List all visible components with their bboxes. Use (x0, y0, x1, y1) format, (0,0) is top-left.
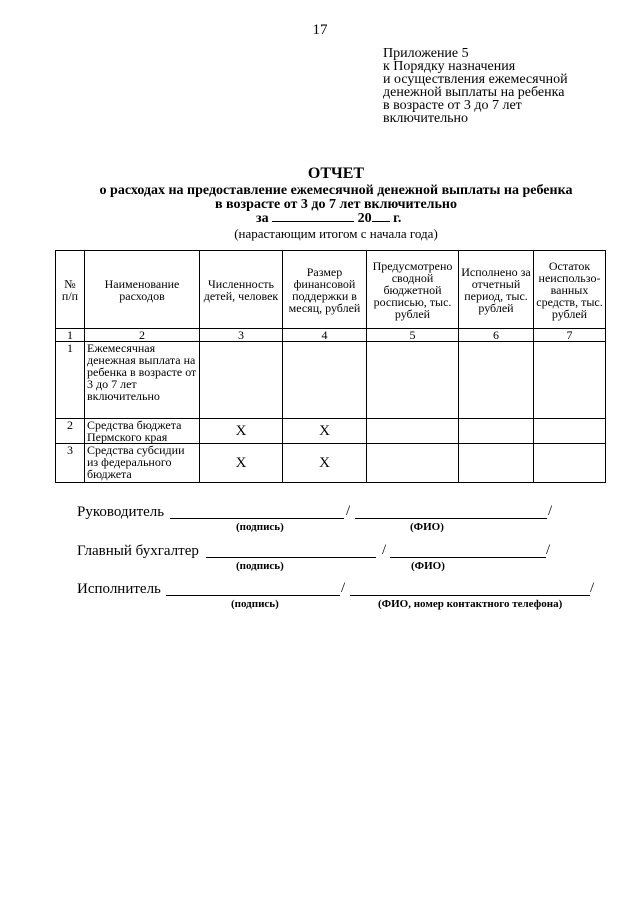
row-cell (200, 342, 283, 419)
period-prefix: за (256, 211, 269, 226)
column-number: 1 (56, 329, 85, 342)
cumulative-note: (нарастающим итогом с начала года) (234, 226, 438, 241)
signature-line (166, 595, 340, 596)
slash: / (590, 580, 595, 596)
row-name: Средства бюджета Пермского края (85, 419, 200, 444)
header-cell-remainder: Остаток неиспользо-ванных средств, тыс. рублей (534, 251, 606, 329)
name-line (390, 557, 546, 558)
appendix-line: Приложение 5 (383, 46, 469, 61)
row-cell (534, 342, 606, 419)
row-cell (283, 342, 367, 419)
table-row (56, 419, 606, 444)
signature-head-label: Руководитель (77, 504, 165, 520)
row-number: 1 (56, 342, 85, 419)
slash: / (548, 503, 553, 519)
year-blank (372, 221, 390, 222)
name-line (350, 595, 590, 596)
signature-line (206, 557, 376, 558)
header-cell-support: Размер финансовой поддержки в месяц, рублей (283, 251, 367, 329)
row-name: Средства субсидии из федерального бюджета (85, 444, 200, 483)
table-row (56, 342, 606, 419)
appendix-block (383, 47, 568, 125)
row-cell (367, 342, 459, 419)
appendix-line: включительно (383, 111, 469, 126)
row-mark: X (283, 419, 367, 444)
report-subtitle (0, 184, 640, 212)
report-subtitle-line1: о расходах на предоставление ежемесячной денежной выплаты на ребенка (99, 183, 573, 198)
column-number: 5 (367, 329, 459, 342)
row-number: 2 (56, 419, 85, 444)
column-number: 3 (200, 329, 283, 342)
report-period (256, 211, 401, 227)
slash: / (341, 580, 346, 596)
row-mark: X (200, 419, 283, 444)
slash: / (546, 542, 551, 558)
row-cell (534, 444, 606, 483)
table-row (56, 444, 606, 483)
column-number-row (56, 329, 606, 342)
column-number: 6 (459, 329, 534, 342)
caption-name: (ФИО) (411, 560, 445, 572)
row-cell (459, 444, 534, 483)
period-year: 20 (357, 211, 372, 226)
caption-signature: (подпись) (236, 521, 284, 533)
header-cell-planned: Предусмотрено сводной бюджетной росписью, тыс. рублей (367, 251, 459, 329)
header-cell-num: № п/п (56, 251, 85, 329)
appendix-line: денежной выплаты на ребенка (383, 85, 565, 100)
header-cell-children: Численность детей, человек (200, 251, 283, 329)
column-number: 4 (283, 329, 367, 342)
caption-signature: (подпись) (236, 560, 284, 572)
signature-executor-label: Исполнитель (77, 581, 161, 597)
signature-line (170, 518, 344, 519)
period-suffix: г. (393, 211, 402, 226)
signature-accountant-label: Главный бухгалтер (77, 543, 199, 559)
slash: / (382, 542, 387, 558)
appendix-line: в возрасте от 3 до 7 лет (383, 98, 522, 113)
caption-name-phone: (ФИО, номер контактного телефона) (378, 598, 563, 610)
caption-name: (ФИО) (410, 521, 444, 533)
table-header-row (56, 251, 606, 329)
row-mark: X (283, 444, 367, 483)
row-cell (459, 419, 534, 444)
slash: / (346, 503, 351, 519)
header-cell-executed: Исполнено за отчетный период, тыс. рублей (459, 251, 534, 329)
report-subtitle-line2: в возрасте от 3 до 7 лет включительно (215, 197, 457, 212)
row-cell (367, 419, 459, 444)
page-number: 17 (312, 22, 328, 38)
period-blank (272, 221, 354, 222)
column-number: 7 (534, 329, 606, 342)
header-cell-name: Наименование расходов (85, 251, 200, 329)
appendix-line: и осуществления ежемесячной (383, 72, 568, 87)
name-line (355, 518, 547, 519)
column-number: 2 (85, 329, 200, 342)
row-cell (534, 419, 606, 444)
row-mark: X (200, 444, 283, 483)
row-number: 3 (56, 444, 85, 483)
report-title: ОТЧЕТ (307, 165, 365, 182)
caption-signature: (подпись) (231, 598, 279, 610)
row-name: Ежемесячная денежная выплата на ребенка в возрасте от 3 до 7 лет включительно (85, 342, 200, 419)
row-cell (367, 444, 459, 483)
appendix-line: к Порядку назначения (383, 59, 516, 74)
row-cell (459, 342, 534, 419)
report-table (55, 250, 606, 483)
